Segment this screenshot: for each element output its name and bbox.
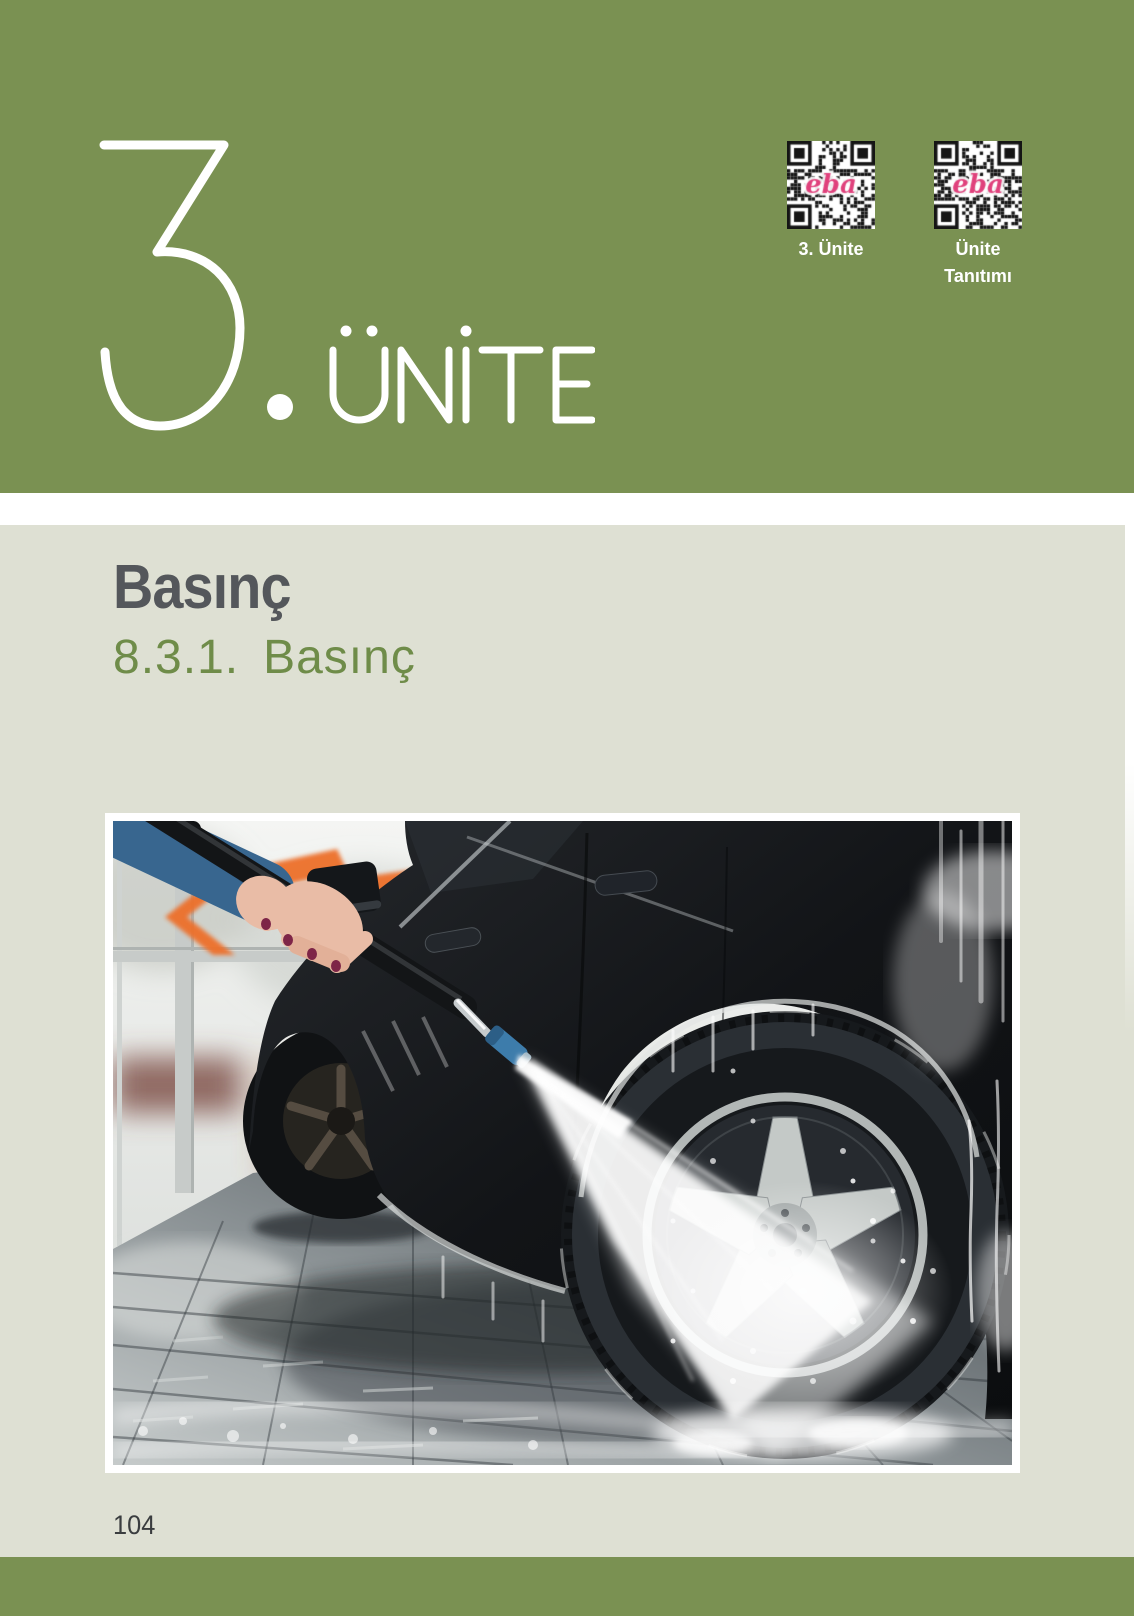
qr-code-unit (787, 141, 875, 263)
page-edge-highlight (1125, 493, 1134, 1033)
section-subtitle (113, 630, 416, 685)
divider-band (0, 493, 1134, 525)
unit-number-text (0, 0, 1, 1)
qr-code-image (787, 141, 875, 229)
footer-band (0, 1557, 1134, 1616)
qr-label: 3. Ünite (798, 239, 864, 259)
car-wash-illustration (113, 821, 1012, 1465)
qr-code-image (934, 141, 1022, 229)
unit-number-graphic (95, 128, 595, 438)
qr-code-unit-intro (934, 141, 1022, 290)
unit-title-text (0, 0, 1, 1)
section-title: Basınç (113, 553, 291, 622)
page-number: 104 (113, 1510, 156, 1540)
qr-label: Ünite Tanıtımı (944, 239, 1012, 286)
section-code: 8.3.1. (113, 631, 240, 684)
section-subtitle-text: Basınç (263, 631, 416, 684)
car-wash-photo (105, 813, 1020, 1473)
